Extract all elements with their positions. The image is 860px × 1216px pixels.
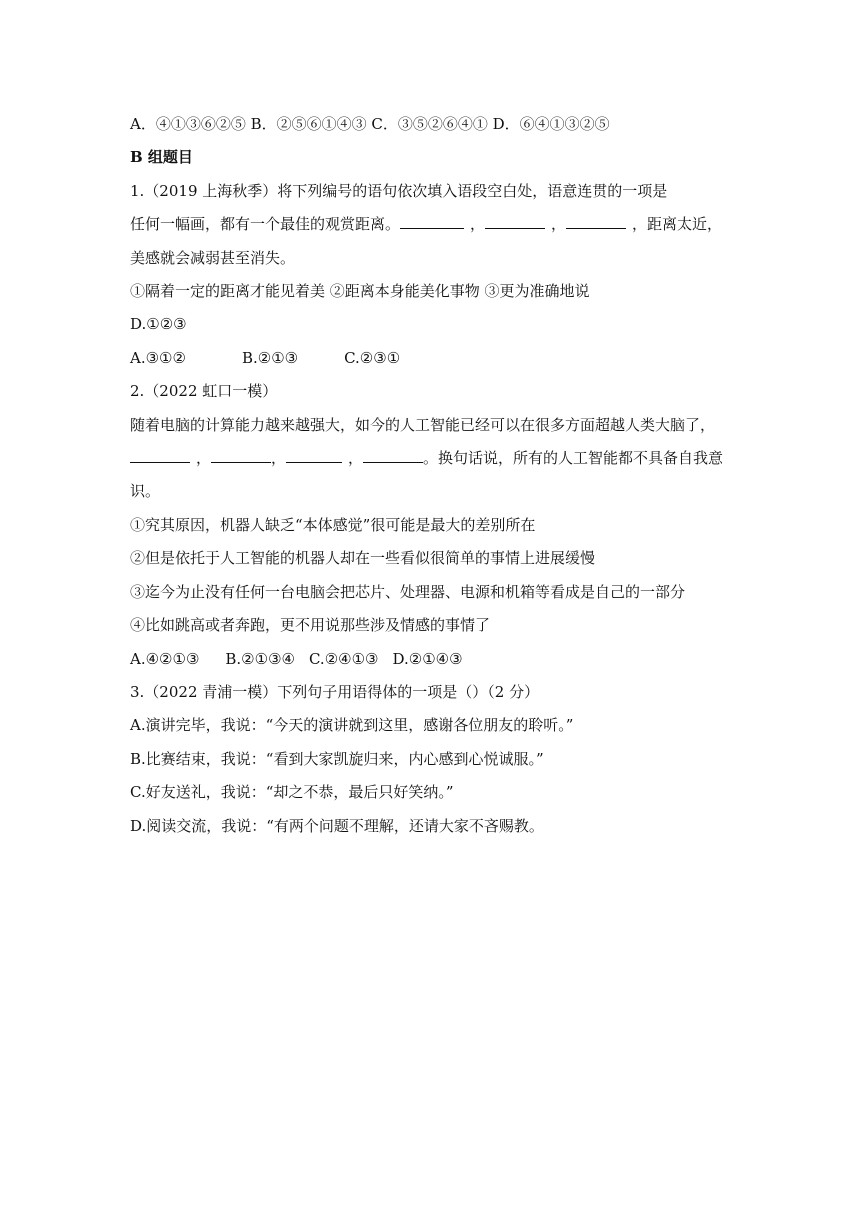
option-a: A.③①② xyxy=(130,348,186,367)
separator: ， xyxy=(196,449,212,468)
passage-text: 。换句话说，所有的人工智能都不具备自我意 xyxy=(423,449,724,468)
question-2-stem: 2.（2022 虹口一模） xyxy=(130,382,278,401)
passage-text: ，距离太近， xyxy=(632,215,723,234)
option-b: B.②①③④ xyxy=(225,649,295,668)
question-2-sentence-4: ④比如跳高或者奔跑，更不用说那些涉及情感的事情了 xyxy=(130,616,491,635)
fill-blank xyxy=(566,214,626,229)
option-b: B.②①③ xyxy=(241,348,299,367)
fill-blank xyxy=(211,448,271,463)
question-2-sentence-2: ②但是依托于人工智能的机器人却在一些看似很简单的事情上进展缓慢 xyxy=(130,549,596,568)
answer-options-line: A．④①③⑥②⑤ B．②⑤⑥①④③ C．③⑤②⑥④① D．⑥④①③②⑤ xyxy=(130,115,610,133)
question-1-passage-line-1 xyxy=(130,208,740,241)
separator: ， xyxy=(470,215,486,234)
separator: ， xyxy=(271,449,287,468)
fill-blank xyxy=(485,214,545,229)
question-3-option-d: D.阅读交流，我说：“有两个问题不理解，还请大家不吝赐教。 xyxy=(130,816,544,835)
question-2-passage-line-2 xyxy=(130,442,740,475)
question-1-passage-line-2: 美感就会减弱甚至消失。 xyxy=(130,248,296,267)
question-3-option-c: C.好友送礼，我说：“却之不恭，最后只好笑纳。” xyxy=(130,783,454,802)
question-2-passage-line-1: 随着电脑的计算能力越来越强大，如今的人工智能已经可以在很多方面超越人类大脑了， xyxy=(130,415,716,434)
question-3-stem: 3.（2022 青浦一模）下列句子用语得体的一项是（）（2 分） xyxy=(130,682,540,701)
option-d: D.②①④③ xyxy=(392,649,463,668)
question-2-sentence-1: ①究其原因，机器人缺乏“本体感觉”很可能是最大的差别所在 xyxy=(130,515,536,534)
document-page xyxy=(130,108,740,843)
fill-blank xyxy=(400,214,464,229)
option-c: C.②③① xyxy=(344,348,401,367)
question-1-options xyxy=(130,342,740,375)
question-1-option-d: D.①②③ xyxy=(130,315,187,334)
question-3-option-b: B.比赛结束，我说：“看到大家凯旋归来，内心感到心悦诚服。” xyxy=(130,749,544,768)
separator: ， xyxy=(551,215,567,234)
fill-blank xyxy=(130,448,190,463)
question-3-option-a: A.演讲完毕，我说：“今天的演讲就到这里，感谢各位朋友的聆听。” xyxy=(130,716,574,735)
question-2-passage-line-3: 识。 xyxy=(130,482,161,501)
question-2-sentence-3: ③迄今为止没有任何一台电脑会把芯片、处理器、电源和机箱等看成是自己的一部分 xyxy=(130,582,686,601)
separator: ， xyxy=(348,449,364,468)
question-1-sentences: ①隔着一定的距离才能见着美 ②距离本身能美化事物 ③更为准确地说 xyxy=(130,282,590,301)
question-2-options xyxy=(130,643,740,676)
option-a: A.④②①③ xyxy=(130,649,200,668)
question-1-stem: 1.（2019 上海秋季）将下列编号的语句依次填入语段空白处，语意连贯的一项是 xyxy=(130,181,668,200)
passage-text: 任何一幅画，都有一个最佳的观赏距离。 xyxy=(130,215,401,234)
section-heading: B 组题目 xyxy=(130,148,193,167)
fill-blank xyxy=(363,448,423,463)
option-c: C.②④①③ xyxy=(308,649,379,668)
fill-blank xyxy=(286,448,342,463)
